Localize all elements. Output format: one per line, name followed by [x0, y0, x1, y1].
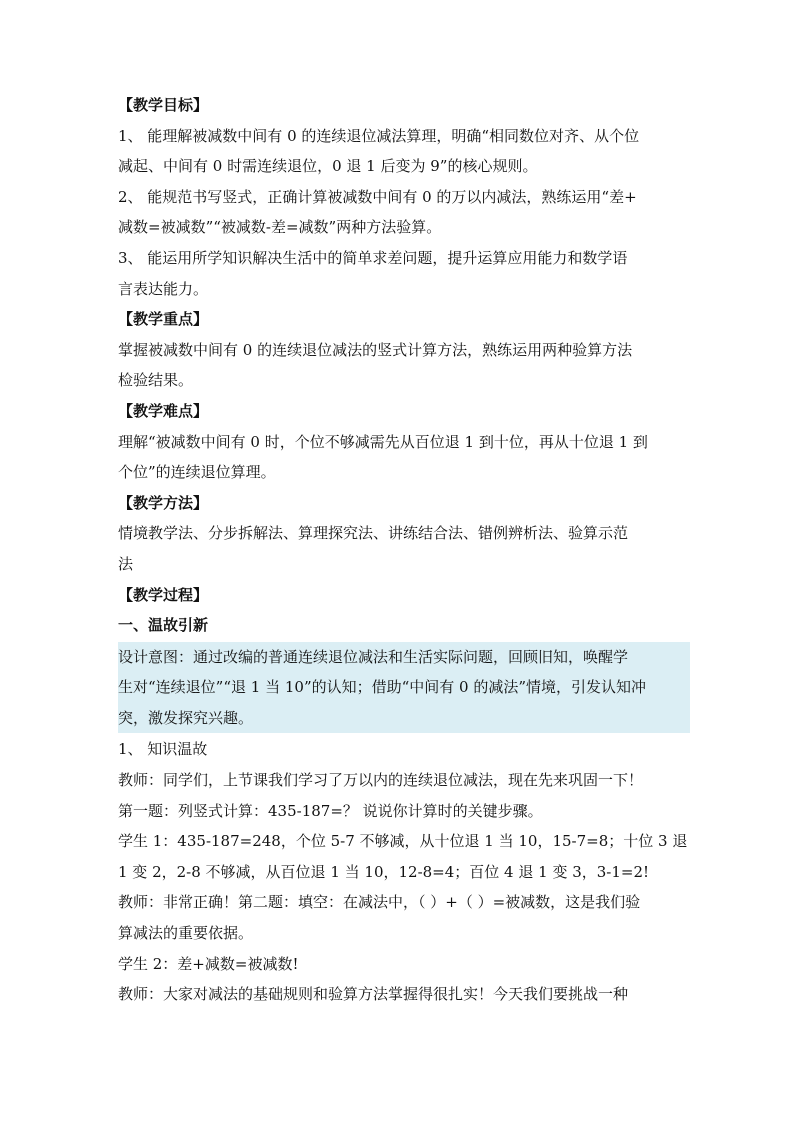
difficulties-line-1: 理解“被减数中间有 0 时，个位不够减需先从百位退 1 到十位，再从十位退 1 到	[118, 432, 648, 451]
goals-line-3: 2、 能规范书写竖式，正确计算被减数中间有 0 的万以内减法，熟练运用“差+	[118, 187, 637, 206]
process-line-8: 学生 2：差+减数=被减数!	[118, 954, 299, 973]
design-intent-line-2: 生对“连续退位”“退 1 当 10”的认知；借助“中间有 0 的减法”情境，引发认知冲	[118, 678, 647, 697]
process-subheading: 一、温故引新	[118, 616, 209, 635]
process-line-2: 教师：同学们，上节课我们学习了万以内的连续退位减法，现在先来巩固一下！	[118, 771, 644, 790]
methods-line-1: 情境教学法、分步拆解法、算理探究法、讲练结合法、错例辨析法、验算示范	[118, 524, 629, 543]
process-line-3: 第一题：列竖式计算：435-187=？ 说说你计算时的关键步骤。	[118, 801, 543, 820]
key-points-line-2: 检验结果。	[118, 371, 194, 390]
process-line-7: 算减法的重要依据。	[118, 924, 254, 943]
process-line-6: 教师：非常正确！第二题：填空：在减法中，（ ）+（ ）=被减数，这是我们验	[118, 893, 641, 912]
goals-line-4: 减数=被减数”“被减数-差=减数”两种方法验算。	[118, 218, 442, 237]
process-line-5: 1 变 2，2-8 不够减，从百位退 1 当 10，12-8=4；百位 4 退 1 变 3，3-1=2!	[118, 862, 650, 881]
section-heading-difficulties: 【教学难点】	[118, 401, 209, 420]
design-intent-box	[118, 642, 690, 734]
process-line-9: 教师：大家对减法的基础规则和验算方法掌握得很扎实！今天我们要挑战一种	[118, 985, 629, 1004]
goals-line-1: 1、 能理解被减数中间有 0 的连续退位减法算理，明确“相同数位对齐、从个位	[118, 126, 640, 145]
difficulties-line-2: 个位”的连续退位算理。	[118, 463, 276, 482]
section-heading-goals: 【教学目标】	[118, 96, 209, 114]
design-intent-line-3: 突，激发探究兴趣。	[118, 708, 254, 727]
process-line-1: 1、 知识温故	[118, 740, 208, 759]
methods-line-2: 法	[118, 554, 134, 573]
goals-line-2: 减起、中间有 0 时需连续退位，0 退 1 后变为 9”的核心规则。	[118, 157, 538, 176]
section-heading-methods: 【教学方法】	[118, 493, 209, 512]
section-heading-process: 【教学过程】	[118, 585, 209, 604]
design-intent-line-1: 设计意图：通过改编的普通连续退位减法和生活实际问题，回顾旧知，唤醒学	[118, 647, 629, 666]
goals-line-6: 言表达能力。	[118, 279, 209, 298]
key-points-line-1: 掌握被减数中间有 0 的连续退位减法的竖式计算方法，熟练运用两种验算方法	[118, 340, 633, 359]
goals-line-5: 3、 能运用所学知识解决生活中的简单求差问题，提升运算应用能力和数学语	[118, 248, 628, 267]
section-heading-key-points: 【教学重点】	[118, 310, 209, 329]
process-line-4: 学生 1：435-187=248，个位 5-7 不够减，从十位退 1 当 10，15-7=8；十位 3 退	[118, 832, 688, 851]
